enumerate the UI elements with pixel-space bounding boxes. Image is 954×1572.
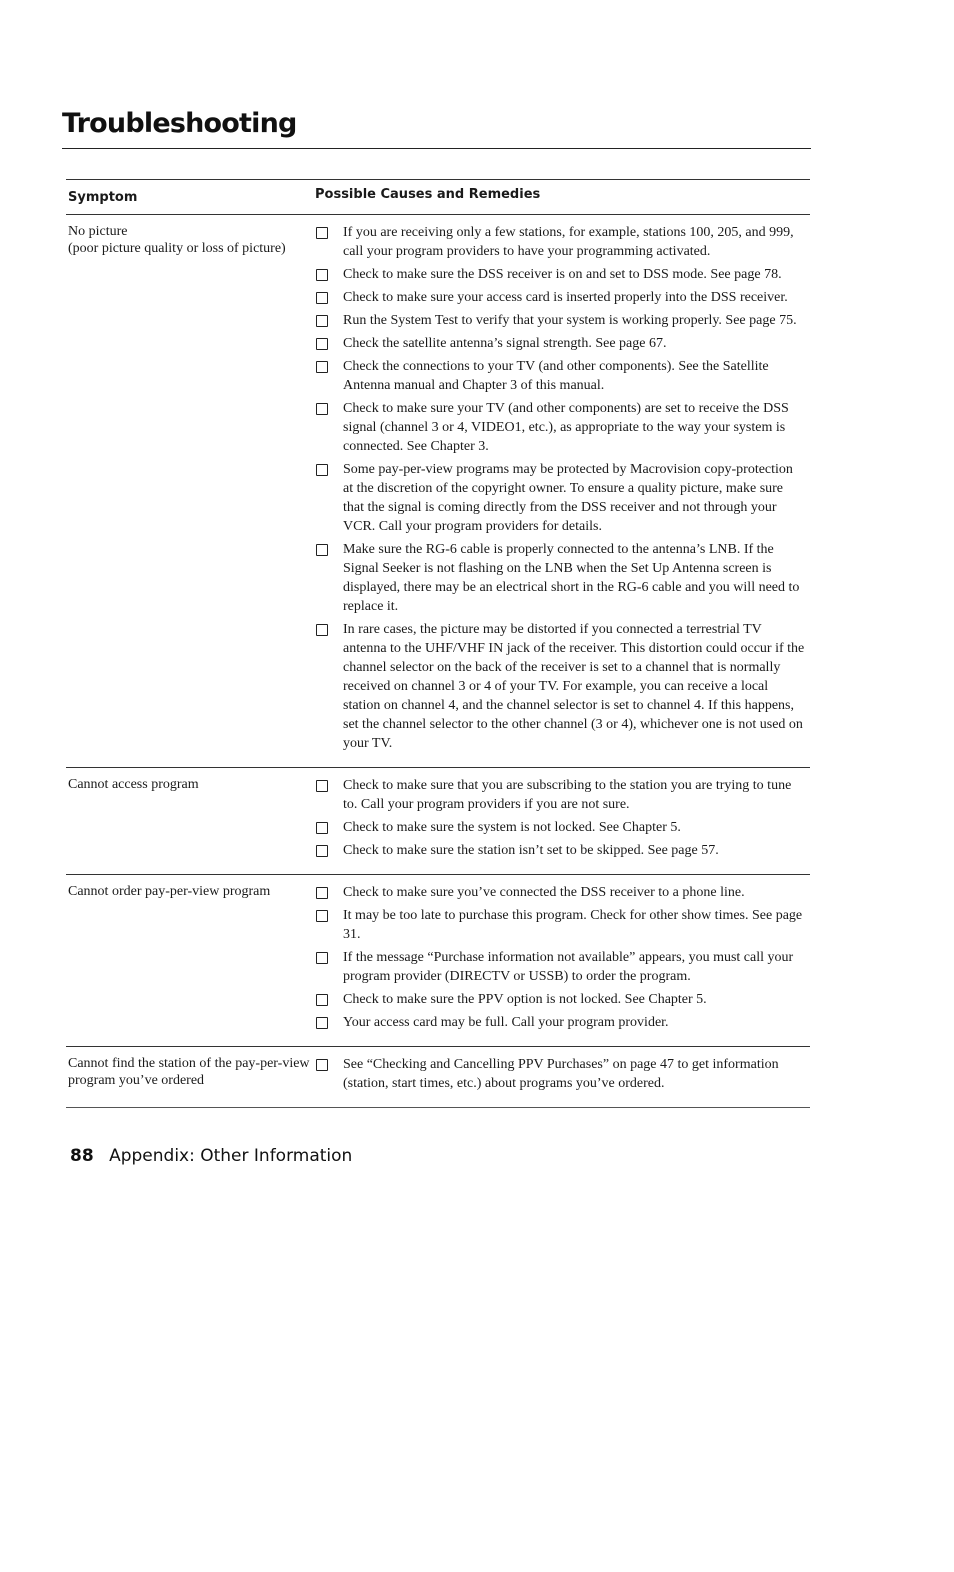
- remedy-item: [316, 1055, 810, 1093]
- symptom-cell: [66, 223, 316, 757]
- remedy-text: It may be too late to purchase this program. Check for other show times. See page 31.: [343, 908, 803, 942]
- remedy-text: Run the System Test to verify that your system is working properly. See page 75.: [343, 313, 797, 328]
- checkbox-icon: [316, 464, 328, 476]
- remedy-text: Some pay-per-view programs may be protected by Macrovision copy-protection at the discretion of the copyright owner. To ensure a quality picture, make sure that the signal is coming directly from the DSS receiver and not through your VCR. Call your program providers for details.: [343, 462, 793, 534]
- checkbox-icon: [316, 822, 328, 834]
- checkbox-icon: [316, 910, 328, 922]
- remedy-text: Check the satellite antenna’s signal strength. See page 67.: [343, 336, 667, 351]
- remedy-item: [316, 906, 810, 944]
- remedy-item: [316, 265, 810, 284]
- remedy-item: [316, 883, 810, 902]
- remedy-item: [316, 311, 810, 330]
- checkbox-icon: [316, 1059, 328, 1071]
- remedy-item: [316, 399, 810, 456]
- remedy-text: Check to make sure your TV (and other components) are set to receive the DSS signal (channel 3 or 4, VIDEO1, etc.), as appropriate to the way your system is connected. See Chapter 3.: [343, 401, 789, 454]
- remedy-text: Check to make sure the station isn’t set to be skipped. See page 57.: [343, 843, 719, 858]
- remedy-text: Make sure the RG-6 cable is properly connected to the antenna’s LNB. If the Signal Seeker is not flashing on the LNB when the Set Up Antenna screen is displayed, there may be an electrical short in the RG-6 cable and you will need to replace it.: [343, 542, 800, 614]
- remedy-item: [316, 288, 810, 307]
- remedies-cell: [316, 776, 810, 864]
- checkbox-icon: [316, 315, 328, 327]
- symptom-text: (poor picture quality or loss of picture): [68, 240, 286, 256]
- remedy-item: [316, 460, 810, 536]
- checkbox-icon: [316, 361, 328, 373]
- symptom-cell: [66, 776, 316, 864]
- table-row: [66, 215, 810, 768]
- remedy-text: Check to make sure the DSS receiver is on and set to DSS mode. See page 78.: [343, 267, 782, 282]
- checkbox-icon: [316, 227, 328, 239]
- page-footer: [70, 1146, 352, 1166]
- checkbox-icon: [316, 403, 328, 415]
- remedy-item: [316, 818, 810, 837]
- checkbox-icon: [316, 887, 328, 899]
- symptom-text: Cannot access program: [68, 777, 199, 792]
- symptom-text: No picture: [68, 224, 128, 239]
- remedies-cell: [316, 223, 810, 757]
- remedy-text: If you are receiving only a few stations, for example, stations 100, 205, and 999, call your program providers to have your programming activated.: [343, 225, 794, 259]
- page-number: 88: [70, 1146, 94, 1166]
- remedy-item: [316, 334, 810, 353]
- troubleshooting-table: [66, 179, 810, 1108]
- header-symptom: Symptom: [68, 190, 138, 205]
- remedy-text: If the message “Purchase information not available” appears, you must call your program provider (DIRECTV or USSB) to order the program.: [343, 950, 794, 984]
- remedy-text: Your access card may be full. Call your program provider.: [343, 1015, 669, 1030]
- checkbox-icon: [316, 1017, 328, 1029]
- remedy-item: [316, 990, 810, 1009]
- remedy-text: Check to make sure you’ve connected the DSS receiver to a phone line.: [343, 885, 745, 900]
- checkbox-icon: [316, 994, 328, 1006]
- remedy-text: Check to make sure your access card is inserted properly into the DSS receiver.: [343, 290, 788, 305]
- remedies-cell: [316, 1055, 810, 1097]
- remedy-item: [316, 540, 810, 616]
- table-row: [66, 875, 810, 1047]
- symptom-cell: [66, 883, 316, 1036]
- remedy-item: [316, 1013, 810, 1032]
- checkbox-icon: [316, 780, 328, 792]
- checkbox-icon: [316, 624, 328, 636]
- remedy-item: [316, 357, 810, 395]
- remedy-text: Check to make sure the PPV option is not locked. See Chapter 5.: [343, 992, 707, 1007]
- remedy-text: Check to make sure the system is not locked. See Chapter 5.: [343, 820, 681, 835]
- remedy-text: Check the connections to your TV (and other components). See the Satellite Antenna manual and Chapter 3 of this manual.: [343, 359, 769, 393]
- checkbox-icon: [316, 845, 328, 857]
- checkbox-icon: [316, 952, 328, 964]
- checkbox-icon: [316, 338, 328, 350]
- remedy-text: Check to make sure that you are subscribing to the station you are trying to tune to. Call your program providers if you are not sure.: [343, 778, 792, 812]
- page-title: Troubleshooting: [62, 108, 297, 139]
- checkbox-icon: [316, 544, 328, 556]
- table-header: [66, 179, 810, 215]
- remedy-text: In rare cases, the picture may be distorted if you connected a terrestrial TV antenna to the UHF/VHF IN jack of the receiver. This distortion could occur if the channel selector on the back of the receiver is set to a channel that is normally received on channel 3 or 4 of your TV. For example, you can receive a local station on channel 4, and the channel selector is set to channel 4. If this happens, set the channel selector to the other channel (3 or 4), whichever one is not used on your TV.: [343, 622, 805, 751]
- remedy-item: [316, 776, 810, 814]
- remedy-item: [316, 948, 810, 986]
- table-row: [66, 1047, 810, 1108]
- remedy-item: [316, 841, 810, 860]
- remedy-text: See “Checking and Cancelling PPV Purchases” on page 47 to get information (station, start times, etc.) about programs you’ve ordered.: [343, 1057, 779, 1091]
- symptom-text: Cannot order pay-per-view program: [68, 884, 271, 899]
- table-row: [66, 768, 810, 875]
- checkbox-icon: [316, 269, 328, 281]
- symptom-cell: [66, 1055, 316, 1097]
- checkbox-icon: [316, 292, 328, 304]
- table-body: [66, 215, 810, 1108]
- remedies-cell: [316, 883, 810, 1036]
- title-rule: [62, 148, 811, 149]
- remedy-item: [316, 620, 810, 753]
- symptom-text: Cannot find the station of the pay-per-view program you’ve ordered: [68, 1056, 310, 1088]
- header-causes: Possible Causes and Remedies: [315, 187, 541, 202]
- footer-section-title: Appendix: Other Information: [109, 1146, 353, 1166]
- remedy-item: [316, 223, 810, 261]
